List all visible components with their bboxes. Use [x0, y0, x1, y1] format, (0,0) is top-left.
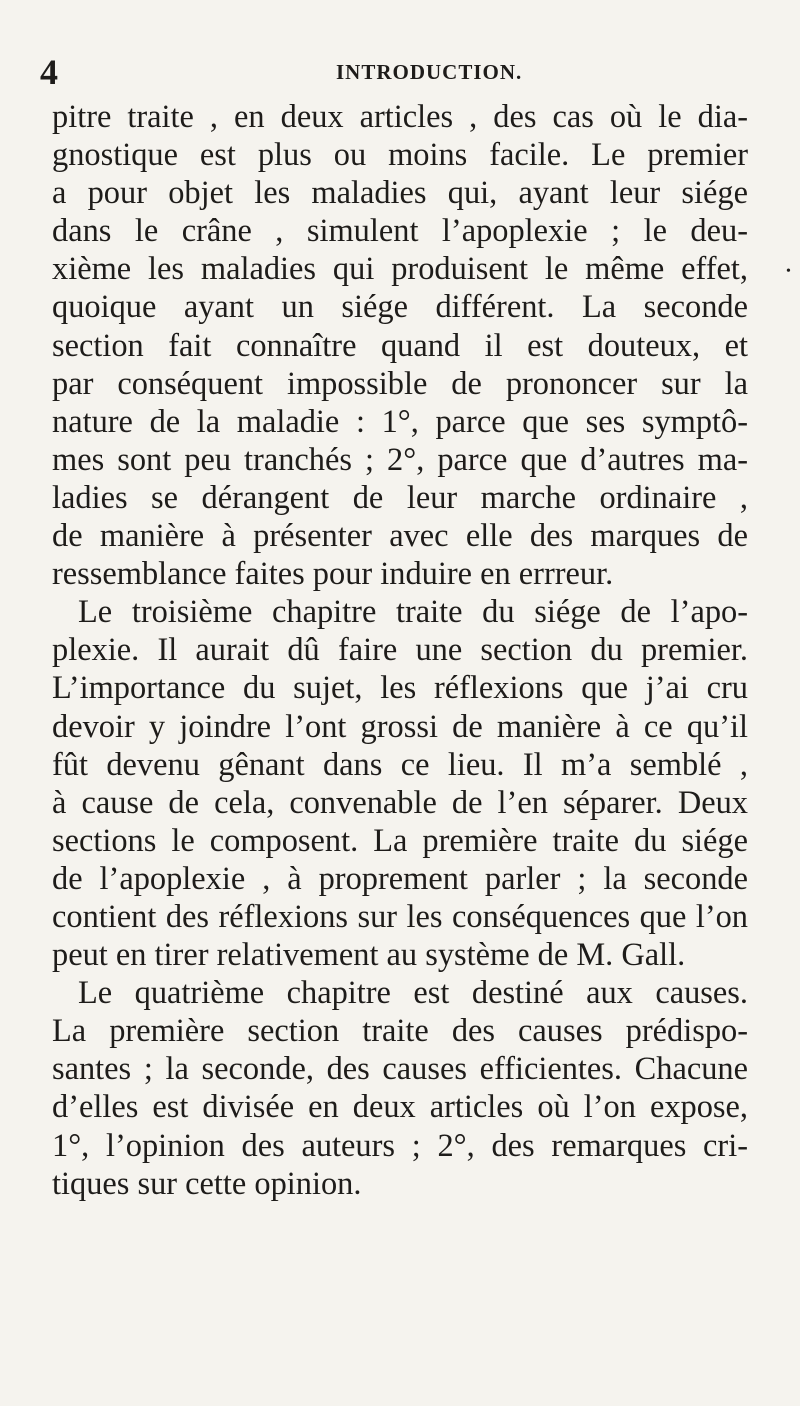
text-line: tiques sur cette opinion. — [52, 1165, 362, 1202]
text-line: pitre traite , en deux articles , des cas où le dia- — [52, 99, 748, 135]
text-line: de manière à présenter avec elle des marques de — [52, 518, 748, 555]
text-line: d’elles est divisée en deux articles où l’on expose, — [52, 1089, 748, 1126]
text-line: Le quatrième chapitre est destiné aux causes. — [78, 975, 748, 1012]
text-line: nature de la maladie : 1°, parce que ses symptô- — [52, 403, 748, 440]
text-line: santes ; la seconde, des causes efficientes. Chacune — [52, 1051, 748, 1088]
text-line: ladies se dérangent de leur marche ordinaire , — [52, 479, 748, 516]
text-line: quoique ayant un siége différent. La seconde — [52, 289, 748, 326]
text-line: fût devenu gênant dans ce lieu. Il m’a semblé , — [52, 746, 748, 783]
text-line: xième les maladies qui produisent le même effet, — [52, 251, 748, 288]
text-line: section fait connaître quand il est douteux, et — [52, 327, 748, 364]
text-line: ressemblance faites pour induire en errreur. — [52, 556, 614, 593]
margin-mark: • — [786, 264, 791, 279]
text-line: sections le composent. La première traite du siége — [52, 822, 748, 859]
text-line: devoir y joindre l’ont grossi de manière à ce qu’il — [52, 708, 748, 745]
text-line: Le troisième chapitre traite du siége de l’apo- — [78, 594, 748, 631]
page-number: 4 — [40, 52, 58, 92]
text-line: dans le crâne , simulent l’apoplexie ; le deu- — [52, 213, 748, 250]
text-line: de l’apoplexie , à proprement parler ; la seconde — [52, 860, 748, 897]
text-line: 1°, l’opinion des auteurs ; 2°, des remarques cri- — [52, 1127, 748, 1164]
text-line: plexie. Il aurait dû faire une section du premier. — [52, 632, 748, 669]
text-line: contient des réflexions sur les conséquences que l’on — [52, 898, 748, 935]
text-line: par conséquent impossible de prononcer sur la — [52, 365, 748, 402]
page-header — [0, 52, 800, 92]
text-line: gnostique est plus ou moins facile. Le premier — [52, 137, 748, 174]
text-line: a pour objet les maladies qui, ayant leur siége — [52, 175, 748, 212]
text-line: à cause de cela, convenable de l’en séparer. Deux — [52, 784, 748, 821]
text-line: peut en tirer relativement au système de M. Gall. — [52, 937, 686, 974]
running-head: INTRODUCTION. — [336, 60, 523, 84]
text-line: La première section traite des causes prédispo- — [52, 1013, 748, 1050]
text-line: L’importance du sujet, les réflexions que j’ai cru — [52, 670, 748, 707]
text-line: mes sont peu tranchés ; 2°, parce que d’autres ma- — [52, 441, 748, 478]
body-text — [52, 98, 748, 1203]
